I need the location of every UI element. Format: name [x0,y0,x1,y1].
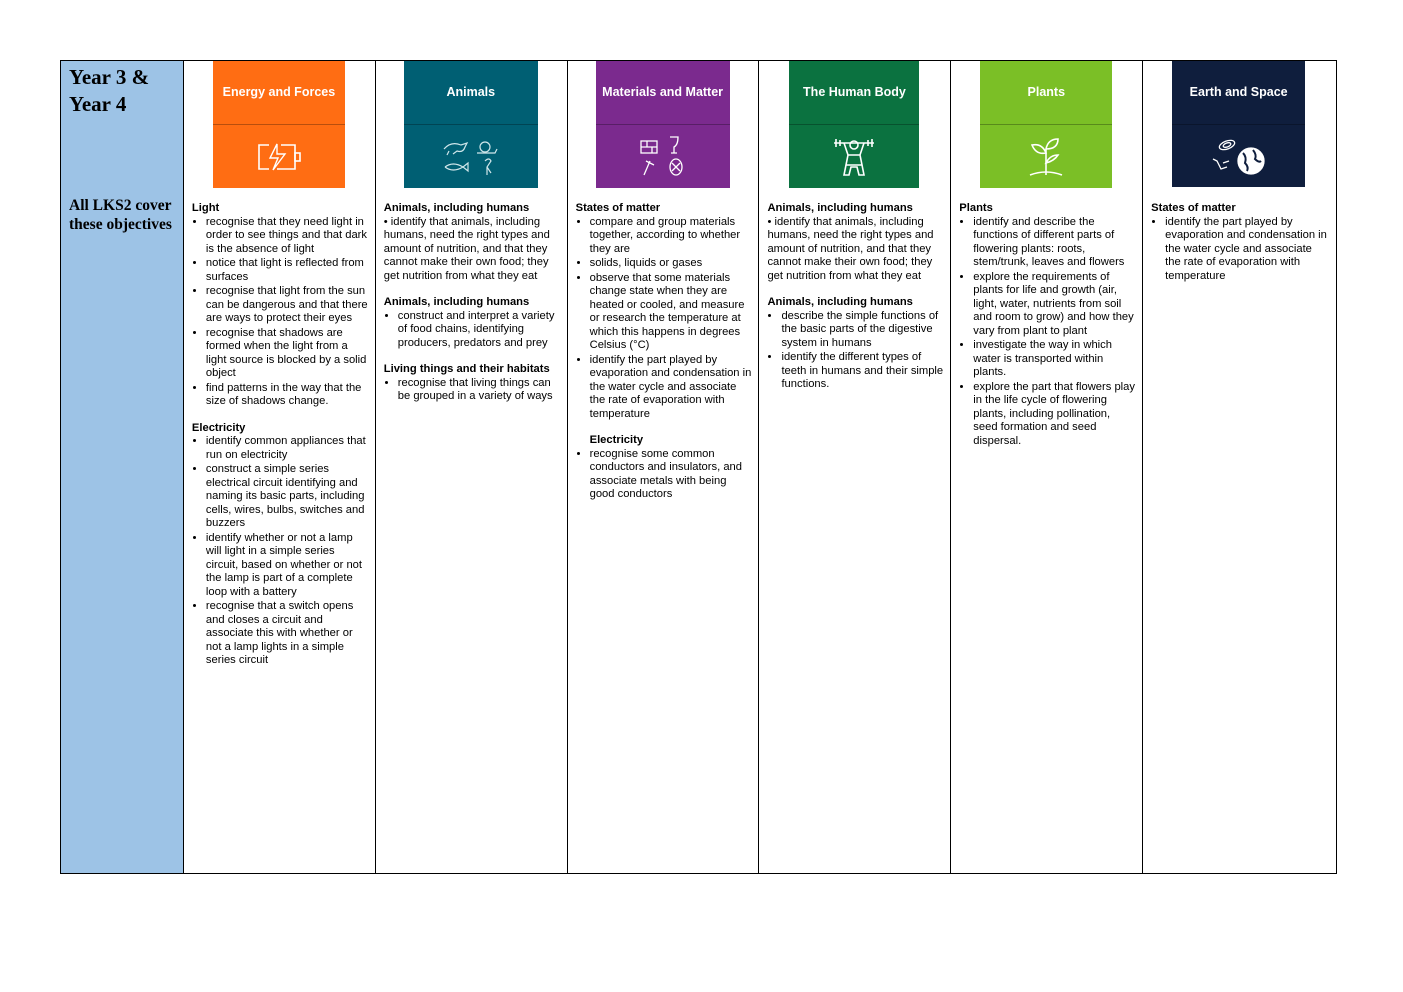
column-energy-forces [184,61,376,873]
objective-list [959,216,1136,449]
list-item: • identify the part played by evaporation and condensation in the water cycle and associate the rate of evaporation with temperature [590,354,753,422]
tile-label: Plants [980,61,1112,125]
section-states-of-matter [1151,202,1330,283]
section-title: Animals, including humans [383,202,530,214]
year-title [69,64,175,118]
column-human-body [759,61,951,873]
objective-list [192,216,369,409]
section-animals-nutrition [384,202,561,283]
column-content [384,202,561,417]
battery-charging-icon [213,125,345,188]
section-animals-food-chains [384,296,561,350]
section-title: States of matter [1151,202,1236,214]
list-item: • identify the different types of teeth in humans and their simple functions. [781,351,944,392]
column-animals [376,61,568,873]
list-item: • construct and interpret a variety of food chains, identifying producers, predators and prey [398,310,561,351]
section-animals-digestion [767,296,944,392]
globe-galaxy-icon [1172,125,1305,188]
section-states-of-matter [576,202,753,421]
list-item: • notice that light is reflected from surfaces [206,257,369,284]
tile-human-body [789,61,919,188]
objective-list [1151,216,1330,284]
list-item: • explore the requirements of plants for life and growth (air, light, water, nutrients from soil and room to grow) and how they vary from plant to plant [973,271,1136,339]
year-title-line1: Year 3 & [69,65,150,89]
section-light [192,202,369,409]
list-item: • explore the part that flowers play in the life cycle of flowering plants, including pollination, seed formation and seed dispersal. [973,381,1136,449]
tile-earth-space [1172,61,1305,187]
list-item: • observe that some materials change state when they are heated or cooled, and measure or research the temperature at which this happens in degrees Celsius (°C) [590,272,753,353]
year-column [61,61,184,873]
tile-energy-forces [213,61,345,188]
section-title: Electricity [589,434,644,446]
section-title: Living things and their habitats [383,363,550,375]
objective-list [576,216,753,422]
list-item: • identify the part played by evaporation and condensation in the water cycle and associate the rate of evaporation with temperature [1165,216,1330,284]
list-item: • describe the simple functions of the basic parts of the digestive system in humans [781,310,944,351]
list-item: • solids, liquids or gases [590,257,753,271]
column-content [192,202,369,681]
section-electricity [576,434,753,502]
objective-text: • identify that animals, including humans, need the right types and amount of nutrition, and that they cannot make their own food; they get nutrition from what they eat [767,215,934,282]
tile-label: Energy and Forces [213,61,345,125]
section-title: Plants [959,202,993,214]
list-item: • identify whether or not a lamp will light in a simple series circuit, based on whether or not the lamp is part of a complete loop with a battery [206,532,369,600]
list-item: • identify common appliances that run on electricity [206,435,369,462]
column-earth-space [1143,61,1336,873]
section-electricity [192,422,369,668]
section-title: States of matter [575,202,661,214]
materials-icon [596,125,730,188]
objective-list [192,435,369,668]
objective-list [384,377,561,404]
weightlifter-icon [789,125,919,188]
section-title: Animals, including humans [767,202,913,214]
tile-animals [404,61,538,188]
list-item: • recognise that a switch opens and closes a circuit and associate this with whether or not a lamp lights in a simple series circuit [206,600,369,668]
year-title-line2: Year 4 [69,92,127,116]
objective-list [576,448,753,502]
list-item: • compare and group materials together, according to whether they are [590,216,753,257]
section-habitats [384,363,561,404]
tile-label: Earth and Space [1172,61,1305,125]
column-content [576,202,753,515]
list-item: • find patterns in the way that the size of shadows change. [206,382,369,409]
tile-label: The Human Body [789,61,919,125]
animals-icon [404,125,538,188]
list-item: • investigate the way in which water is transported within plants. [973,339,1136,380]
section-plants [959,202,1136,448]
seedling-icon [980,125,1112,188]
section-title: Animals, including humans [767,296,913,308]
tile-plants [980,61,1112,188]
column-plants [951,61,1143,873]
tile-label: Animals [404,61,538,125]
column-content [767,202,944,405]
section-title: Animals, including humans [383,296,530,308]
objective-list [384,310,561,351]
objective-list [767,310,944,392]
objective-text: • identify that animals, including humans, need the right types and amount of nutrition, and that they cannot make their own food; they get nutrition from what they eat [383,215,550,282]
tile-label: Materials and Matter [596,61,730,125]
list-item: • identify and describe the functions of different parts of flowering plants: roots, stem/trunk, leaves and flowers [973,216,1136,270]
column-content [959,202,1136,461]
column-content [1151,202,1330,296]
list-item: • construct a simple series electrical circuit identifying and naming its basic parts, including cells, wires, bulbs, switches and buzzers [206,463,369,531]
section-title: Electricity [191,421,246,434]
list-item: • recognise some common conductors and insulators, and associate metals with being good conductors [590,448,753,502]
section-animals-nutrition [767,202,944,283]
list-item: • recognise that light from the sun can be dangerous and that there are ways to protect their eyes [206,285,369,326]
list-item: • recognise that shadows are formed when the light from a light source is blocked by a solid object [206,327,369,381]
year-note: All LKS2 cover these objectives [69,197,172,233]
tile-materials [596,61,730,188]
curriculum-table [60,60,1337,874]
list-item: • recognise that living things can be grouped in a variety of ways [398,377,561,404]
column-materials [568,61,760,873]
list-item: • recognise that they need light in order to see things and that dark is the absence of light [206,216,369,257]
section-title: Light [191,202,220,214]
